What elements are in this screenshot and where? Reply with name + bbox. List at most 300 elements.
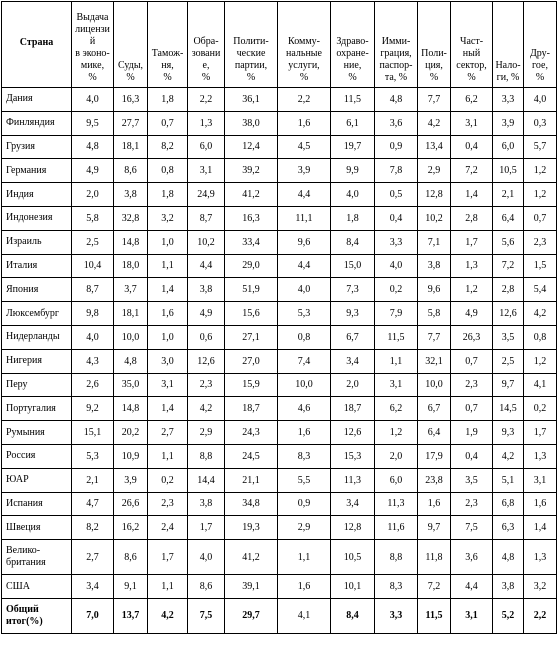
value-cell: 4,0 bbox=[188, 540, 225, 575]
value-cell: 1,8 bbox=[331, 206, 375, 230]
value-cell: 7,2 bbox=[493, 254, 524, 278]
value-cell: 9,9 bbox=[331, 159, 375, 183]
value-cell: 0,4 bbox=[375, 206, 418, 230]
value-cell: 2,0 bbox=[331, 373, 375, 397]
value-cell: 2,9 bbox=[188, 421, 225, 445]
value-cell: 8,6 bbox=[114, 159, 148, 183]
value-cell: 2,3 bbox=[148, 492, 188, 516]
value-cell: 7,1 bbox=[418, 230, 451, 254]
country-cell: Швеция bbox=[2, 516, 72, 540]
value-cell: 8,2 bbox=[72, 516, 114, 540]
country-cell: Дания bbox=[2, 88, 72, 112]
value-cell: 0,8 bbox=[278, 325, 331, 349]
column-header: Тамож- ня, % bbox=[148, 2, 188, 88]
value-cell: 6,2 bbox=[451, 88, 493, 112]
country-cell: Нигерия bbox=[2, 349, 72, 373]
value-cell: 2,7 bbox=[72, 540, 114, 575]
value-cell: 1,7 bbox=[148, 540, 188, 575]
total-value-cell: 3,3 bbox=[375, 598, 418, 633]
value-cell: 18,7 bbox=[331, 397, 375, 421]
value-cell: 0,5 bbox=[375, 183, 418, 207]
table-row bbox=[2, 230, 557, 254]
value-cell: 1,1 bbox=[278, 540, 331, 575]
value-cell: 14,8 bbox=[114, 230, 148, 254]
country-cell: Испания bbox=[2, 492, 72, 516]
value-cell: 1,4 bbox=[451, 183, 493, 207]
value-cell: 4,0 bbox=[72, 88, 114, 112]
value-cell: 24,9 bbox=[188, 183, 225, 207]
value-cell: 39,2 bbox=[225, 159, 278, 183]
column-header: Дру- гое, % bbox=[524, 2, 557, 88]
value-cell: 4,4 bbox=[451, 575, 493, 599]
value-cell: 8,8 bbox=[375, 540, 418, 575]
value-cell: 11,3 bbox=[331, 468, 375, 492]
value-cell: 1,6 bbox=[278, 575, 331, 599]
value-cell: 20,2 bbox=[114, 421, 148, 445]
value-cell: 1,2 bbox=[375, 421, 418, 445]
table-row bbox=[2, 111, 557, 135]
value-cell: 0,7 bbox=[451, 397, 493, 421]
value-cell: 34,8 bbox=[225, 492, 278, 516]
country-cell: Люксембург bbox=[2, 302, 72, 326]
value-cell: 10,1 bbox=[331, 575, 375, 599]
value-cell: 10,4 bbox=[72, 254, 114, 278]
value-cell: 41,2 bbox=[225, 183, 278, 207]
value-cell: 6,4 bbox=[493, 206, 524, 230]
value-cell: 2,5 bbox=[72, 230, 114, 254]
value-cell: 15,6 bbox=[225, 302, 278, 326]
value-cell: 2,4 bbox=[148, 516, 188, 540]
value-cell: 26,3 bbox=[451, 325, 493, 349]
total-value-cell: 5,2 bbox=[493, 598, 524, 633]
value-cell: 1,3 bbox=[451, 254, 493, 278]
value-cell: 1,0 bbox=[148, 230, 188, 254]
value-cell: 24,3 bbox=[225, 421, 278, 445]
value-cell: 3,3 bbox=[375, 230, 418, 254]
value-cell: 3,2 bbox=[524, 575, 557, 599]
column-header: Обра- зование, % bbox=[188, 2, 225, 88]
value-cell: 1,7 bbox=[451, 230, 493, 254]
value-cell: 1,9 bbox=[451, 421, 493, 445]
total-value-cell: 11,5 bbox=[418, 598, 451, 633]
value-cell: 3,7 bbox=[114, 278, 148, 302]
total-value-cell: 7,0 bbox=[72, 598, 114, 633]
value-cell: 10,0 bbox=[114, 325, 148, 349]
value-cell: 8,3 bbox=[375, 575, 418, 599]
value-cell: 5,3 bbox=[72, 444, 114, 468]
column-header: Выдача лицензий в эконо- мике, % bbox=[72, 2, 114, 88]
value-cell: 2,7 bbox=[148, 421, 188, 445]
value-cell: 5,7 bbox=[524, 135, 557, 159]
value-cell: 7,7 bbox=[418, 88, 451, 112]
value-cell: 2,3 bbox=[524, 230, 557, 254]
value-cell: 9,7 bbox=[418, 516, 451, 540]
value-cell: 2,2 bbox=[278, 88, 331, 112]
value-cell: 5,3 bbox=[278, 302, 331, 326]
value-cell: 4,4 bbox=[278, 254, 331, 278]
table-row bbox=[2, 135, 557, 159]
value-cell: 3,9 bbox=[278, 159, 331, 183]
value-cell: 14,4 bbox=[188, 468, 225, 492]
value-cell: 11,5 bbox=[331, 88, 375, 112]
table-row bbox=[2, 254, 557, 278]
table-row bbox=[2, 444, 557, 468]
table-row bbox=[2, 373, 557, 397]
column-header: Нало- ги, % bbox=[493, 2, 524, 88]
value-cell: 8,7 bbox=[188, 206, 225, 230]
total-value-cell: 4,2 bbox=[148, 598, 188, 633]
value-cell: 0,2 bbox=[148, 468, 188, 492]
country-cell: Япония bbox=[2, 278, 72, 302]
value-cell: 16,3 bbox=[114, 88, 148, 112]
value-cell: 27,7 bbox=[114, 111, 148, 135]
value-cell: 8,8 bbox=[188, 444, 225, 468]
country-cell: Перу bbox=[2, 373, 72, 397]
value-cell: 0,7 bbox=[451, 349, 493, 373]
value-cell: 2,8 bbox=[451, 206, 493, 230]
value-cell: 4,1 bbox=[524, 373, 557, 397]
value-cell: 4,6 bbox=[278, 397, 331, 421]
value-cell: 13,4 bbox=[418, 135, 451, 159]
value-cell: 4,3 bbox=[72, 349, 114, 373]
value-cell: 24,5 bbox=[225, 444, 278, 468]
value-cell: 8,6 bbox=[114, 540, 148, 575]
value-cell: 0,2 bbox=[524, 397, 557, 421]
country-cell: Россия bbox=[2, 444, 72, 468]
table-row bbox=[2, 88, 557, 112]
value-cell: 8,7 bbox=[72, 278, 114, 302]
value-cell: 5,6 bbox=[493, 230, 524, 254]
value-cell: 1,3 bbox=[188, 111, 225, 135]
column-header: Полити- ческие партии, % bbox=[225, 2, 278, 88]
value-cell: 6,7 bbox=[418, 397, 451, 421]
total-label: Общий итог(%) bbox=[2, 598, 72, 633]
value-cell: 0,9 bbox=[375, 135, 418, 159]
value-cell: 19,3 bbox=[225, 516, 278, 540]
value-cell: 3,8 bbox=[188, 492, 225, 516]
value-cell: 51,9 bbox=[225, 278, 278, 302]
value-cell: 10,2 bbox=[418, 206, 451, 230]
value-cell: 6,4 bbox=[418, 421, 451, 445]
value-cell: 0,4 bbox=[451, 135, 493, 159]
value-cell: 12,8 bbox=[331, 516, 375, 540]
table-row bbox=[2, 206, 557, 230]
value-cell: 3,1 bbox=[524, 468, 557, 492]
total-value-cell: 29,7 bbox=[225, 598, 278, 633]
value-cell: 4,8 bbox=[493, 540, 524, 575]
total-value-cell: 4,1 bbox=[278, 598, 331, 633]
value-cell: 1,0 bbox=[148, 325, 188, 349]
value-cell: 21,1 bbox=[225, 468, 278, 492]
value-cell: 0,4 bbox=[451, 444, 493, 468]
value-cell: 8,3 bbox=[278, 444, 331, 468]
table-row bbox=[2, 575, 557, 599]
value-cell: 9,2 bbox=[72, 397, 114, 421]
country-cell: Италия bbox=[2, 254, 72, 278]
value-cell: 4,2 bbox=[524, 302, 557, 326]
value-cell: 10,9 bbox=[114, 444, 148, 468]
column-header: Имми- грация, паспор- та, % bbox=[375, 2, 418, 88]
value-cell: 2,0 bbox=[72, 183, 114, 207]
value-cell: 2,9 bbox=[278, 516, 331, 540]
value-cell: 9,7 bbox=[493, 373, 524, 397]
country-cell: Финляндия bbox=[2, 111, 72, 135]
value-cell: 3,8 bbox=[114, 183, 148, 207]
country-cell: Израиль bbox=[2, 230, 72, 254]
column-header: Комму- нальные услуги, % bbox=[278, 2, 331, 88]
value-cell: 11,1 bbox=[278, 206, 331, 230]
value-cell: 11,5 bbox=[375, 325, 418, 349]
value-cell: 1,1 bbox=[148, 444, 188, 468]
value-cell: 7,2 bbox=[451, 159, 493, 183]
total-row bbox=[2, 598, 557, 633]
value-cell: 7,9 bbox=[375, 302, 418, 326]
value-cell: 11,8 bbox=[418, 540, 451, 575]
value-cell: 0,7 bbox=[148, 111, 188, 135]
value-cell: 8,2 bbox=[148, 135, 188, 159]
value-cell: 2,3 bbox=[451, 373, 493, 397]
value-cell: 2,6 bbox=[72, 373, 114, 397]
value-cell: 4,8 bbox=[114, 349, 148, 373]
value-cell: 2,3 bbox=[451, 492, 493, 516]
value-cell: 3,0 bbox=[148, 349, 188, 373]
value-cell: 5,1 bbox=[493, 468, 524, 492]
value-cell: 6,3 bbox=[493, 516, 524, 540]
value-cell: 6,2 bbox=[375, 397, 418, 421]
value-cell: 1,4 bbox=[524, 516, 557, 540]
value-cell: 0,8 bbox=[148, 159, 188, 183]
value-cell: 15,1 bbox=[72, 421, 114, 445]
value-cell: 1,2 bbox=[524, 183, 557, 207]
value-cell: 5,8 bbox=[418, 302, 451, 326]
value-cell: 7,8 bbox=[375, 159, 418, 183]
table-row bbox=[2, 159, 557, 183]
country-cell: Германия bbox=[2, 159, 72, 183]
value-cell: 0,6 bbox=[188, 325, 225, 349]
value-cell: 3,1 bbox=[188, 159, 225, 183]
value-cell: 12,8 bbox=[418, 183, 451, 207]
value-cell: 15,0 bbox=[331, 254, 375, 278]
value-cell: 12,4 bbox=[225, 135, 278, 159]
value-cell: 15,9 bbox=[225, 373, 278, 397]
value-cell: 38,0 bbox=[225, 111, 278, 135]
value-cell: 12,6 bbox=[331, 421, 375, 445]
value-cell: 4,7 bbox=[72, 492, 114, 516]
value-cell: 1,5 bbox=[524, 254, 557, 278]
country-cell: Индия bbox=[2, 183, 72, 207]
value-cell: 1,3 bbox=[524, 540, 557, 575]
value-cell: 2,5 bbox=[493, 349, 524, 373]
value-cell: 3,1 bbox=[375, 373, 418, 397]
value-cell: 19,7 bbox=[331, 135, 375, 159]
table-row bbox=[2, 397, 557, 421]
value-cell: 23,8 bbox=[418, 468, 451, 492]
table-row bbox=[2, 468, 557, 492]
value-cell: 27,0 bbox=[225, 349, 278, 373]
total-value-cell: 8,4 bbox=[331, 598, 375, 633]
value-cell: 2,0 bbox=[375, 444, 418, 468]
value-cell: 1,2 bbox=[451, 278, 493, 302]
value-cell: 7,7 bbox=[418, 325, 451, 349]
value-cell: 39,1 bbox=[225, 575, 278, 599]
value-cell: 4,2 bbox=[188, 397, 225, 421]
value-cell: 9,3 bbox=[331, 302, 375, 326]
value-cell: 2,9 bbox=[418, 159, 451, 183]
total-value-cell: 7,5 bbox=[188, 598, 225, 633]
value-cell: 32,1 bbox=[418, 349, 451, 373]
value-cell: 9,6 bbox=[278, 230, 331, 254]
value-cell: 3,4 bbox=[331, 349, 375, 373]
column-header: Част- ный сектор, % bbox=[451, 2, 493, 88]
table-row bbox=[2, 492, 557, 516]
value-cell: 1,6 bbox=[524, 492, 557, 516]
value-cell: 3,6 bbox=[451, 540, 493, 575]
value-cell: 4,4 bbox=[278, 183, 331, 207]
value-cell: 5,5 bbox=[278, 468, 331, 492]
value-cell: 35,0 bbox=[114, 373, 148, 397]
value-cell: 4,2 bbox=[493, 444, 524, 468]
value-cell: 3,5 bbox=[451, 468, 493, 492]
value-cell: 1,6 bbox=[418, 492, 451, 516]
value-cell: 0,2 bbox=[375, 278, 418, 302]
value-cell: 17,9 bbox=[418, 444, 451, 468]
value-cell: 18,1 bbox=[114, 302, 148, 326]
table-row bbox=[2, 302, 557, 326]
value-cell: 11,6 bbox=[375, 516, 418, 540]
value-cell: 0,8 bbox=[524, 325, 557, 349]
value-cell: 9,6 bbox=[418, 278, 451, 302]
value-cell: 36,1 bbox=[225, 88, 278, 112]
column-header: Поли- ция, % bbox=[418, 2, 451, 88]
value-cell: 1,4 bbox=[148, 278, 188, 302]
value-cell: 16,3 bbox=[225, 206, 278, 230]
value-cell: 1,7 bbox=[188, 516, 225, 540]
value-cell: 3,3 bbox=[493, 88, 524, 112]
value-cell: 3,4 bbox=[72, 575, 114, 599]
value-cell: 4,8 bbox=[72, 135, 114, 159]
value-cell: 1,2 bbox=[524, 349, 557, 373]
column-header: Суды, % bbox=[114, 2, 148, 88]
column-header-country: Страна bbox=[2, 2, 72, 88]
country-cell: Велико- британия bbox=[2, 540, 72, 575]
value-cell: 27,1 bbox=[225, 325, 278, 349]
country-cell: Индонезия bbox=[2, 206, 72, 230]
country-cell: Румыния bbox=[2, 421, 72, 445]
value-cell: 2,8 bbox=[493, 278, 524, 302]
value-cell: 1,4 bbox=[148, 397, 188, 421]
value-cell: 3,9 bbox=[114, 468, 148, 492]
value-cell: 41,2 bbox=[225, 540, 278, 575]
value-cell: 3,9 bbox=[493, 111, 524, 135]
value-cell: 1,8 bbox=[148, 88, 188, 112]
value-cell: 0,7 bbox=[524, 206, 557, 230]
value-cell: 29,0 bbox=[225, 254, 278, 278]
value-cell: 7,2 bbox=[418, 575, 451, 599]
country-cell: ЮАР bbox=[2, 468, 72, 492]
country-cell: Грузия bbox=[2, 135, 72, 159]
value-cell: 3,5 bbox=[493, 325, 524, 349]
value-cell: 6,0 bbox=[493, 135, 524, 159]
value-cell: 7,5 bbox=[451, 516, 493, 540]
value-cell: 18,1 bbox=[114, 135, 148, 159]
value-cell: 9,5 bbox=[72, 111, 114, 135]
value-cell: 0,9 bbox=[278, 492, 331, 516]
value-cell: 3,1 bbox=[451, 111, 493, 135]
value-cell: 1,6 bbox=[278, 111, 331, 135]
value-cell: 3,4 bbox=[331, 492, 375, 516]
value-cell: 10,2 bbox=[188, 230, 225, 254]
country-cell: Нидерланды bbox=[2, 325, 72, 349]
value-cell: 9,8 bbox=[72, 302, 114, 326]
value-cell: 6,8 bbox=[493, 492, 524, 516]
corruption-survey-table bbox=[1, 1, 557, 634]
value-cell: 1,3 bbox=[524, 444, 557, 468]
value-cell: 3,6 bbox=[375, 111, 418, 135]
value-cell: 7,4 bbox=[278, 349, 331, 373]
value-cell: 4,0 bbox=[375, 254, 418, 278]
value-cell: 4,0 bbox=[524, 88, 557, 112]
value-cell: 2,2 bbox=[188, 88, 225, 112]
value-cell: 6,1 bbox=[331, 111, 375, 135]
value-cell: 6,0 bbox=[188, 135, 225, 159]
value-cell: 3,8 bbox=[493, 575, 524, 599]
total-value-cell: 3,1 bbox=[451, 598, 493, 633]
value-cell: 2,1 bbox=[72, 468, 114, 492]
value-cell: 9,3 bbox=[493, 421, 524, 445]
value-cell: 4,8 bbox=[375, 88, 418, 112]
value-cell: 9,1 bbox=[114, 575, 148, 599]
value-cell: 3,1 bbox=[148, 373, 188, 397]
value-cell: 8,4 bbox=[331, 230, 375, 254]
table-row bbox=[2, 349, 557, 373]
value-cell: 1,1 bbox=[148, 575, 188, 599]
value-cell: 4,9 bbox=[188, 302, 225, 326]
country-cell: Португалия bbox=[2, 397, 72, 421]
value-cell: 18,7 bbox=[225, 397, 278, 421]
table-row bbox=[2, 421, 557, 445]
value-cell: 2,1 bbox=[493, 183, 524, 207]
value-cell: 1,6 bbox=[278, 421, 331, 445]
value-cell: 14,8 bbox=[114, 397, 148, 421]
value-cell: 1,1 bbox=[148, 254, 188, 278]
value-cell: 1,6 bbox=[148, 302, 188, 326]
table-row bbox=[2, 325, 557, 349]
value-cell: 5,4 bbox=[524, 278, 557, 302]
value-cell: 18,0 bbox=[114, 254, 148, 278]
table-row bbox=[2, 183, 557, 207]
value-cell: 2,3 bbox=[188, 373, 225, 397]
table-header-row bbox=[2, 2, 557, 88]
value-cell: 7,3 bbox=[331, 278, 375, 302]
value-cell: 4,5 bbox=[278, 135, 331, 159]
value-cell: 4,2 bbox=[418, 111, 451, 135]
value-cell: 1,2 bbox=[524, 159, 557, 183]
value-cell: 4,9 bbox=[72, 159, 114, 183]
value-cell: 4,0 bbox=[72, 325, 114, 349]
table-row bbox=[2, 540, 557, 575]
value-cell: 10,5 bbox=[493, 159, 524, 183]
value-cell: 11,3 bbox=[375, 492, 418, 516]
value-cell: 4,4 bbox=[188, 254, 225, 278]
table-row bbox=[2, 516, 557, 540]
value-cell: 32,8 bbox=[114, 206, 148, 230]
value-cell: 4,0 bbox=[331, 183, 375, 207]
value-cell: 10,0 bbox=[418, 373, 451, 397]
value-cell: 1,7 bbox=[524, 421, 557, 445]
value-cell: 1,8 bbox=[148, 183, 188, 207]
value-cell: 10,0 bbox=[278, 373, 331, 397]
value-cell: 14,5 bbox=[493, 397, 524, 421]
